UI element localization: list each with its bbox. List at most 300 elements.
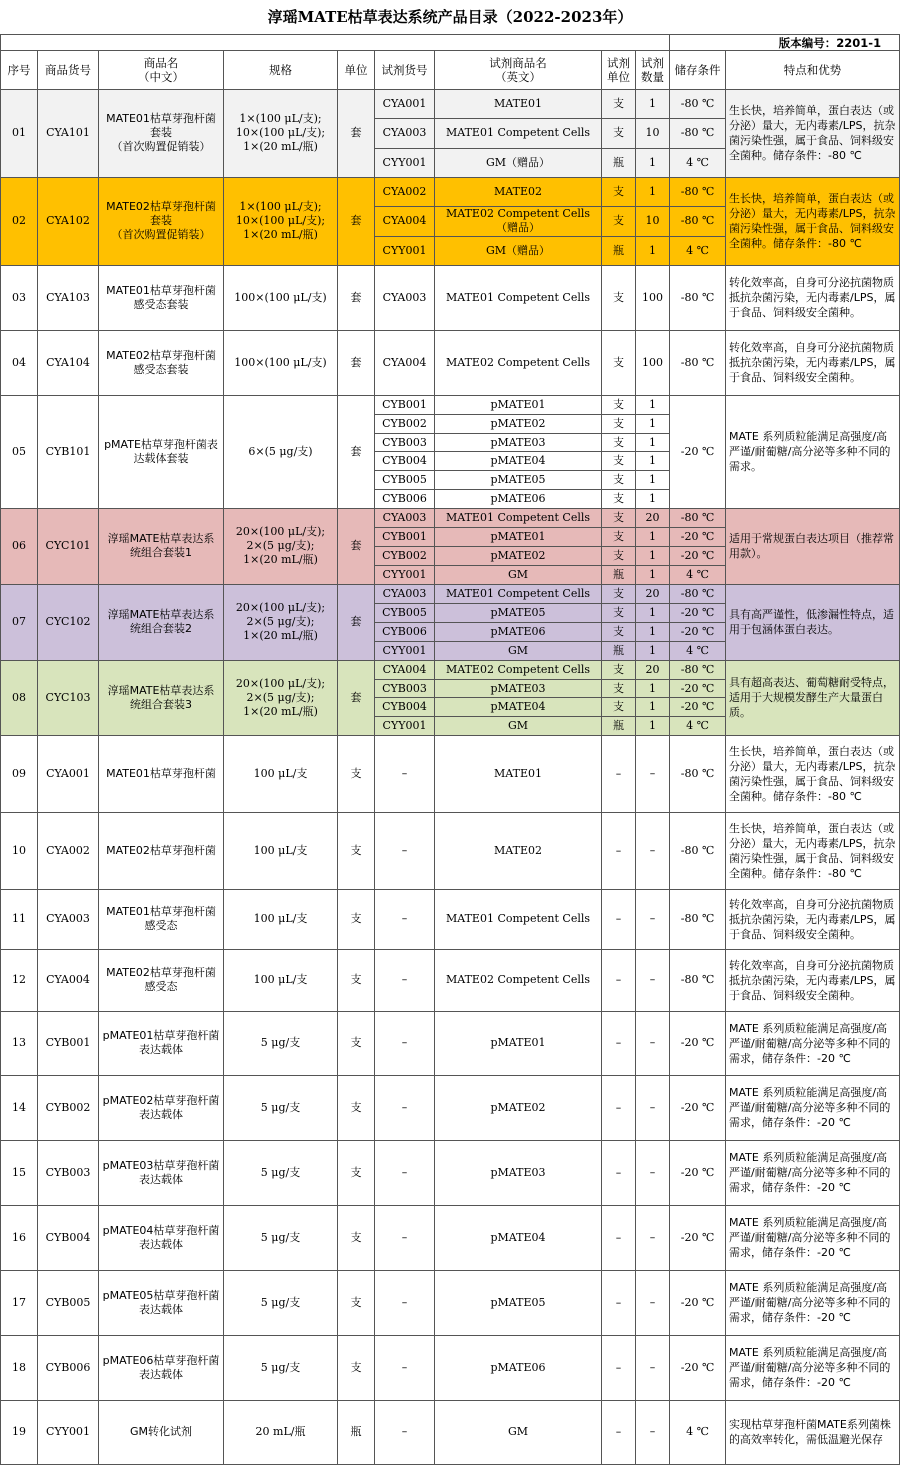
reagent-code: – <box>375 1400 435 1464</box>
reagent-unit: 支 <box>602 119 636 148</box>
table-row <box>1 1205 900 1270</box>
reagent-name: pMATE03 <box>435 433 602 452</box>
reagent-qty: – <box>636 1075 670 1140</box>
table-row <box>1 889 900 949</box>
product-sku: CYA004 <box>38 949 99 1011</box>
storage-condition: -80 ℃ <box>670 735 726 812</box>
product-sku: CYB006 <box>38 1335 99 1400</box>
product-spec: 5 μg/支 <box>224 1140 338 1205</box>
reagent-unit: – <box>602 889 636 949</box>
reagent-name: GM <box>435 565 602 584</box>
storage-condition: 4 ℃ <box>670 565 726 584</box>
features-advantages: MATE 系列质粒能满足高强度/高严谨/耐葡糖/高分泌等多种不同的需求，储存条件：-20 ℃ <box>726 1075 900 1140</box>
reagent-unit: 支 <box>602 395 636 414</box>
storage-condition: -80 ℃ <box>670 889 726 949</box>
reagent-name: pMATE06 <box>435 1335 602 1400</box>
reagent-unit: 支 <box>602 452 636 471</box>
reagent-code: – <box>375 889 435 949</box>
reagent-qty: 1 <box>636 641 670 660</box>
row-number: 06 <box>1 508 38 584</box>
product-name: MATE01枯草芽孢杆菌 <box>99 735 224 812</box>
product-sku: CYC102 <box>38 584 99 660</box>
reagent-name: GM（赠品） <box>435 148 602 177</box>
reagent-name: pMATE02 <box>435 414 602 433</box>
table-row <box>1 1075 900 1140</box>
reagent-unit: 支 <box>602 584 636 603</box>
header-cell-8: 试剂 数量 <box>636 51 670 90</box>
reagent-code: CYA002 <box>375 177 435 206</box>
reagent-unit: 瓶 <box>602 641 636 660</box>
reagent-qty: 1 <box>636 698 670 717</box>
reagent-unit: 瓶 <box>602 148 636 177</box>
product-name: MATE02枯草芽孢杆菌 套装 （首次购置促销装） <box>99 177 224 265</box>
reagent-name: MATE01 <box>435 735 602 812</box>
reagent-unit: 支 <box>602 508 636 527</box>
reagent-unit: 支 <box>602 660 636 679</box>
header-cell-6: 试剂商品名 （英文） <box>435 51 602 90</box>
reagent-qty: 20 <box>636 584 670 603</box>
features-advantages: MATE 系列质粒能满足高强度/高严谨/耐葡糖/高分泌等多种不同的需求，储存条件：-20 ℃ <box>726 1140 900 1205</box>
reagent-code: – <box>375 1205 435 1270</box>
reagent-qty: – <box>636 1205 670 1270</box>
reagent-name: pMATE06 <box>435 622 602 641</box>
reagent-name: pMATE06 <box>435 490 602 509</box>
table-row <box>1 265 900 330</box>
storage-condition: -20 ℃ <box>670 603 726 622</box>
reagent-unit: – <box>602 735 636 812</box>
table-row <box>1 584 900 603</box>
product-name: MATE01枯草芽孢杆菌 感受态 <box>99 889 224 949</box>
reagent-code: – <box>375 1140 435 1205</box>
features-advantages: 适用于常规蛋白表达项目（推荐常用款）。 <box>726 508 900 584</box>
reagent-name: GM <box>435 641 602 660</box>
reagent-qty: 1 <box>636 546 670 565</box>
table-row <box>1 177 900 206</box>
product-sku: CYY001 <box>38 1400 99 1464</box>
product-sku: CYA101 <box>38 90 99 178</box>
product-spec: 5 μg/支 <box>224 1270 338 1335</box>
product-name: pMATE03枯草芽孢杆菌 表达载体 <box>99 1140 224 1205</box>
reagent-code: CYB002 <box>375 546 435 565</box>
reagent-unit: 支 <box>602 490 636 509</box>
storage-condition: -80 ℃ <box>670 90 726 119</box>
reagent-code: CYB001 <box>375 395 435 414</box>
product-spec: 100 μL/支 <box>224 889 338 949</box>
storage-condition: -20 ℃ <box>670 395 726 508</box>
reagent-qty: – <box>636 1270 670 1335</box>
row-number: 11 <box>1 889 38 949</box>
reagent-unit: 支 <box>602 471 636 490</box>
reagent-code: CYY001 <box>375 148 435 177</box>
reagent-unit: 支 <box>602 698 636 717</box>
reagent-unit: – <box>602 812 636 889</box>
product-name: pMATE05枯草芽孢杆菌 表达载体 <box>99 1270 224 1335</box>
features-advantages: 生长快，培养简单，蛋白表达（或分泌）量大，无内毒素/LPS，抗杂菌污染性强，属于食品、饲料级安全菌种。储存条件：-80 ℃ <box>726 90 900 178</box>
reagent-code: – <box>375 1075 435 1140</box>
reagent-unit: 支 <box>602 527 636 546</box>
reagent-qty: 1 <box>636 395 670 414</box>
reagent-name: GM（赠品） <box>435 236 602 265</box>
reagent-name: pMATE04 <box>435 452 602 471</box>
header-cell-2: 商品名 （中文） <box>99 51 224 90</box>
product-spec: 100 μL/支 <box>224 949 338 1011</box>
reagent-name: MATE02 <box>435 812 602 889</box>
reagent-code: – <box>375 812 435 889</box>
reagent-qty: 1 <box>636 414 670 433</box>
reagent-code: CYB005 <box>375 603 435 622</box>
product-spec: 100 μL/支 <box>224 735 338 812</box>
reagent-name: MATE02 Competent Cells （赠品） <box>435 207 602 236</box>
product-name: MATE02枯草芽孢杆菌 <box>99 812 224 889</box>
reagent-qty: 1 <box>636 603 670 622</box>
product-spec: 100×(100 μL/支) <box>224 265 338 330</box>
product-spec: 100×(100 μL/支) <box>224 330 338 395</box>
product-unit: 支 <box>338 1270 375 1335</box>
row-number: 05 <box>1 395 38 508</box>
reagent-qty: 20 <box>636 508 670 527</box>
reagent-unit: 支 <box>602 622 636 641</box>
reagent-qty: 1 <box>636 622 670 641</box>
product-sku: CYB101 <box>38 395 99 508</box>
reagent-code: CYA004 <box>375 330 435 395</box>
storage-condition: -80 ℃ <box>670 207 726 236</box>
reagent-qty: 100 <box>636 330 670 395</box>
product-sku: CYA002 <box>38 812 99 889</box>
product-unit: 支 <box>338 1011 375 1075</box>
features-advantages: 生长快，培养简单，蛋白表达（或分泌）量大，无内毒素/LPS，抗杂菌污染性强，属于食品、饲料级安全菌种。储存条件：-80 ℃ <box>726 735 900 812</box>
reagent-name: pMATE05 <box>435 603 602 622</box>
reagent-code: – <box>375 949 435 1011</box>
reagent-qty: – <box>636 1335 670 1400</box>
reagent-qty: 1 <box>636 90 670 119</box>
product-sku: CYB001 <box>38 1011 99 1075</box>
table-row <box>1 949 900 1011</box>
product-unit: 支 <box>338 735 375 812</box>
features-advantages: 具有超高表达、葡萄糖耐受特点，适用于大规模发酵生产大量蛋白质。 <box>726 660 900 735</box>
table-row <box>1 508 900 527</box>
features-advantages: 生长快，培养简单，蛋白表达（或分泌）量大，无内毒素/LPS，抗杂菌污染性强，属于食品、饲料级安全菌种。储存条件：-80 ℃ <box>726 812 900 889</box>
storage-condition: -80 ℃ <box>670 177 726 206</box>
reagent-qty: 20 <box>636 660 670 679</box>
product-name: pMATE04枯草芽孢杆菌 表达载体 <box>99 1205 224 1270</box>
product-sku: CYC103 <box>38 660 99 735</box>
features-advantages: 具有高严谨性，低渗漏性特点，适用于包涵体蛋白表达。 <box>726 584 900 660</box>
reagent-qty: – <box>636 1011 670 1075</box>
reagent-code: – <box>375 1335 435 1400</box>
reagent-unit: – <box>602 1335 636 1400</box>
product-name: GM转化试剂 <box>99 1400 224 1464</box>
reagent-qty: 10 <box>636 207 670 236</box>
header-cell-1: 商品货号 <box>38 51 99 90</box>
product-name: 淳瑶MATE枯草表达系 统组合套装3 <box>99 660 224 735</box>
header-cell-4: 单位 <box>338 51 375 90</box>
reagent-name: GM <box>435 717 602 736</box>
reagent-name: pMATE02 <box>435 546 602 565</box>
reagent-code: CYA003 <box>375 119 435 148</box>
reagent-qty: 1 <box>636 679 670 698</box>
reagent-code: CYB002 <box>375 414 435 433</box>
storage-condition: -80 ℃ <box>670 584 726 603</box>
product-sku: CYB003 <box>38 1140 99 1205</box>
reagent-name: MATE01 <box>435 90 602 119</box>
product-spec: 5 μg/支 <box>224 1205 338 1270</box>
product-name: MATE01枯草芽孢杆菌 套装 （首次购置促销装） <box>99 90 224 178</box>
product-name: pMATE01枯草芽孢杆菌 表达载体 <box>99 1011 224 1075</box>
reagent-unit: – <box>602 1270 636 1335</box>
product-unit: 套 <box>338 177 375 265</box>
reagent-unit: – <box>602 1140 636 1205</box>
reagent-qty: – <box>636 1400 670 1464</box>
product-name: pMATE02枯草芽孢杆菌 表达载体 <box>99 1075 224 1140</box>
reagent-code: – <box>375 1011 435 1075</box>
product-spec: 1×(100 μL/支); 10×(100 μL/支); 1×(20 mL/瓶) <box>224 90 338 178</box>
row-number: 13 <box>1 1011 38 1075</box>
reagent-qty: 1 <box>636 236 670 265</box>
storage-condition: -20 ℃ <box>670 698 726 717</box>
features-advantages: 生长快，培养简单，蛋白表达（或分泌）量大，无内毒素/LPS，抗杂菌污染性强，属于食品、饲料级安全菌种。储存条件：-80 ℃ <box>726 177 900 265</box>
features-advantages: 转化效率高，自身可分泌抗菌物质抵抗杂菌污染，无内毒素/LPS，属于食品、饲料级安全菌种。 <box>726 949 900 1011</box>
storage-condition: 4 ℃ <box>670 717 726 736</box>
storage-condition: -20 ℃ <box>670 1075 726 1140</box>
product-spec: 20×(100 μL/支); 2×(5 μg/支); 1×(20 mL/瓶) <box>224 660 338 735</box>
product-sku: CYB004 <box>38 1205 99 1270</box>
table-row <box>1 1140 900 1205</box>
storage-condition: -20 ℃ <box>670 546 726 565</box>
reagent-name: pMATE01 <box>435 527 602 546</box>
reagent-name: pMATE01 <box>435 1011 602 1075</box>
reagent-unit: – <box>602 1205 636 1270</box>
header-cell-5: 试剂货号 <box>375 51 435 90</box>
reagent-unit: 支 <box>602 414 636 433</box>
product-name: 淳瑶MATE枯草表达系 统组合套装1 <box>99 508 224 584</box>
features-advantages: MATE 系列质粒能满足高强度/高严谨/耐葡糖/高分泌等多种不同的需求，储存条件：-20 ℃ <box>726 1270 900 1335</box>
reagent-code: CYA004 <box>375 207 435 236</box>
reagent-name: pMATE05 <box>435 1270 602 1335</box>
product-spec: 6×(5 μg/支) <box>224 395 338 508</box>
product-sku: CYA103 <box>38 265 99 330</box>
table-row <box>1 735 900 812</box>
header-row <box>1 51 900 90</box>
reagent-unit: – <box>602 1075 636 1140</box>
reagent-code: CYB006 <box>375 622 435 641</box>
reagent-code: CYB005 <box>375 471 435 490</box>
row-number: 12 <box>1 949 38 1011</box>
reagent-code: CYB003 <box>375 433 435 452</box>
reagent-code: CYY001 <box>375 565 435 584</box>
reagent-code: CYA001 <box>375 90 435 119</box>
reagent-name: MATE02 <box>435 177 602 206</box>
storage-condition: -80 ℃ <box>670 949 726 1011</box>
header-cell-3: 规格 <box>224 51 338 90</box>
reagent-name: MATE01 Competent Cells <box>435 889 602 949</box>
row-number: 15 <box>1 1140 38 1205</box>
reagent-code: CYA003 <box>375 265 435 330</box>
table-row <box>1 1011 900 1075</box>
storage-condition: 4 ℃ <box>670 236 726 265</box>
storage-condition: -20 ℃ <box>670 527 726 546</box>
reagent-name: MATE02 Competent Cells <box>435 330 602 395</box>
row-number: 02 <box>1 177 38 265</box>
storage-condition: 4 ℃ <box>670 641 726 660</box>
version-number: 版本编号：2201-1 <box>670 35 900 51</box>
reagent-qty: 1 <box>636 717 670 736</box>
product-sku: CYB002 <box>38 1075 99 1140</box>
reagent-name: MATE01 Competent Cells <box>435 584 602 603</box>
reagent-code: CYA004 <box>375 660 435 679</box>
product-unit: 套 <box>338 584 375 660</box>
reagent-code: CYB003 <box>375 679 435 698</box>
reagent-qty: – <box>636 889 670 949</box>
reagent-unit: 支 <box>602 177 636 206</box>
product-sku: CYA003 <box>38 889 99 949</box>
product-unit: 支 <box>338 1205 375 1270</box>
reagent-name: MATE01 Competent Cells <box>435 119 602 148</box>
reagent-code: CYB001 <box>375 527 435 546</box>
reagent-unit: 瓶 <box>602 717 636 736</box>
reagent-unit: 瓶 <box>602 565 636 584</box>
product-unit: 套 <box>338 265 375 330</box>
row-number: 19 <box>1 1400 38 1464</box>
storage-condition: -20 ℃ <box>670 679 726 698</box>
row-number: 14 <box>1 1075 38 1140</box>
product-unit: 支 <box>338 949 375 1011</box>
reagent-name: pMATE04 <box>435 1205 602 1270</box>
table-row <box>1 1400 900 1464</box>
reagent-code: CYB004 <box>375 452 435 471</box>
storage-condition: 4 ℃ <box>670 1400 726 1464</box>
product-sku: CYA001 <box>38 735 99 812</box>
reagent-qty: 1 <box>636 452 670 471</box>
product-unit: 支 <box>338 1075 375 1140</box>
storage-condition: -20 ℃ <box>670 622 726 641</box>
table-row <box>1 395 900 414</box>
page-title: 淳瑶MATE枯草表达系统产品目录（2022-2023年） <box>267 8 633 26</box>
product-unit: 支 <box>338 1335 375 1400</box>
product-spec: 5 μg/支 <box>224 1075 338 1140</box>
reagent-unit: 支 <box>602 603 636 622</box>
reagent-qty: – <box>636 949 670 1011</box>
table-row <box>1 1270 900 1335</box>
reagent-name: pMATE05 <box>435 471 602 490</box>
storage-condition: -80 ℃ <box>670 812 726 889</box>
row-number: 08 <box>1 660 38 735</box>
reagent-unit: – <box>602 1400 636 1464</box>
reagent-name: pMATE03 <box>435 1140 602 1205</box>
product-spec: 20 mL/瓶 <box>224 1400 338 1464</box>
reagent-unit: – <box>602 1011 636 1075</box>
product-unit: 支 <box>338 812 375 889</box>
storage-condition: -80 ℃ <box>670 265 726 330</box>
product-spec: 1×(100 μL/支); 10×(100 μL/支); 1×(20 mL/瓶) <box>224 177 338 265</box>
row-number: 16 <box>1 1205 38 1270</box>
header-cell-9: 储存条件 <box>670 51 726 90</box>
row-number: 07 <box>1 584 38 660</box>
features-advantages: MATE 系列质粒能满足高强度/高严谨/耐葡糖/高分泌等多种不同的需求，储存条件：-20 ℃ <box>726 1011 900 1075</box>
product-name: MATE01枯草芽孢杆菌 感受态套装 <box>99 265 224 330</box>
reagent-unit: 支 <box>602 207 636 236</box>
table-row <box>1 660 900 679</box>
product-unit: 支 <box>338 1140 375 1205</box>
row-number: 18 <box>1 1335 38 1400</box>
reagent-unit: 支 <box>602 679 636 698</box>
reagent-qty: 100 <box>636 265 670 330</box>
product-spec: 100 μL/支 <box>224 812 338 889</box>
row-number: 01 <box>1 90 38 178</box>
storage-condition: -20 ℃ <box>670 1140 726 1205</box>
product-name: MATE02枯草芽孢杆菌 感受态套装 <box>99 330 224 395</box>
reagent-code: CYA003 <box>375 584 435 603</box>
reagent-qty: – <box>636 735 670 812</box>
storage-condition: -20 ℃ <box>670 1335 726 1400</box>
reagent-name: pMATE02 <box>435 1075 602 1140</box>
features-advantages: 转化效率高，自身可分泌抗菌物质抵抗杂菌污染，无内毒素/LPS，属于食品、饲料级安全菌种。 <box>726 330 900 395</box>
storage-condition: -80 ℃ <box>670 119 726 148</box>
product-name: 淳瑶MATE枯草表达系 统组合套装2 <box>99 584 224 660</box>
features-advantages: 实现枯草芽孢杆菌MATE系列菌株的高效率转化，需低温避光保存 <box>726 1400 900 1464</box>
storage-condition: 4 ℃ <box>670 148 726 177</box>
row-number: 17 <box>1 1270 38 1335</box>
product-name: MATE02枯草芽孢杆菌 感受态 <box>99 949 224 1011</box>
row-number: 09 <box>1 735 38 812</box>
reagent-qty: 1 <box>636 148 670 177</box>
table-row <box>1 330 900 395</box>
reagent-code: – <box>375 1270 435 1335</box>
header-cell-0: 序号 <box>1 51 38 90</box>
features-advantages: MATE 系列质粒能满足高强度/高严谨/耐葡糖/高分泌等多种不同的需求，储存条件：-20 ℃ <box>726 1205 900 1270</box>
reagent-unit: 支 <box>602 546 636 565</box>
reagent-unit: 支 <box>602 330 636 395</box>
product-sku: CYA102 <box>38 177 99 265</box>
reagent-code: CYY001 <box>375 641 435 660</box>
reagent-qty: 1 <box>636 433 670 452</box>
product-spec: 20×(100 μL/支); 2×(5 μg/支); 1×(20 mL/瓶) <box>224 584 338 660</box>
reagent-name: pMATE01 <box>435 395 602 414</box>
product-unit: 套 <box>338 90 375 178</box>
reagent-code: CYY001 <box>375 236 435 265</box>
table-row <box>1 812 900 889</box>
version-spacer <box>1 35 670 51</box>
reagent-unit: – <box>602 949 636 1011</box>
reagent-code: – <box>375 735 435 812</box>
features-advantages: 转化效率高，自身可分泌抗菌物质抵抗杂菌污染，无内毒素/LPS，属于食品、饲料级安全菌种。 <box>726 265 900 330</box>
product-spec: 20×(100 μL/支); 2×(5 μg/支); 1×(20 mL/瓶) <box>224 508 338 584</box>
reagent-name: GM <box>435 1400 602 1464</box>
reagent-code: CYB004 <box>375 698 435 717</box>
product-unit: 套 <box>338 660 375 735</box>
product-sku: CYA104 <box>38 330 99 395</box>
product-unit: 瓶 <box>338 1400 375 1464</box>
reagent-code: CYA003 <box>375 508 435 527</box>
storage-condition: -20 ℃ <box>670 1011 726 1075</box>
reagent-qty: 1 <box>636 565 670 584</box>
product-name: pMATE06枯草芽孢杆菌 表达载体 <box>99 1335 224 1400</box>
reagent-unit: 支 <box>602 265 636 330</box>
reagent-code: CYY001 <box>375 717 435 736</box>
reagent-name: MATE02 Competent Cells <box>435 660 602 679</box>
row-number: 10 <box>1 812 38 889</box>
reagent-name: pMATE04 <box>435 698 602 717</box>
product-sku: CYB005 <box>38 1270 99 1335</box>
reagent-qty: 1 <box>636 490 670 509</box>
product-unit: 套 <box>338 330 375 395</box>
header-cell-10: 特点和优势 <box>726 51 900 90</box>
features-advantages: MATE 系列质粒能满足高强度/高严谨/耐葡糖/高分泌等多种不同的需求。 <box>726 395 900 508</box>
reagent-qty: 1 <box>636 527 670 546</box>
reagent-name: MATE01 Competent Cells <box>435 265 602 330</box>
product-spec: 5 μg/支 <box>224 1335 338 1400</box>
reagent-code: CYB006 <box>375 490 435 509</box>
product-unit: 套 <box>338 508 375 584</box>
